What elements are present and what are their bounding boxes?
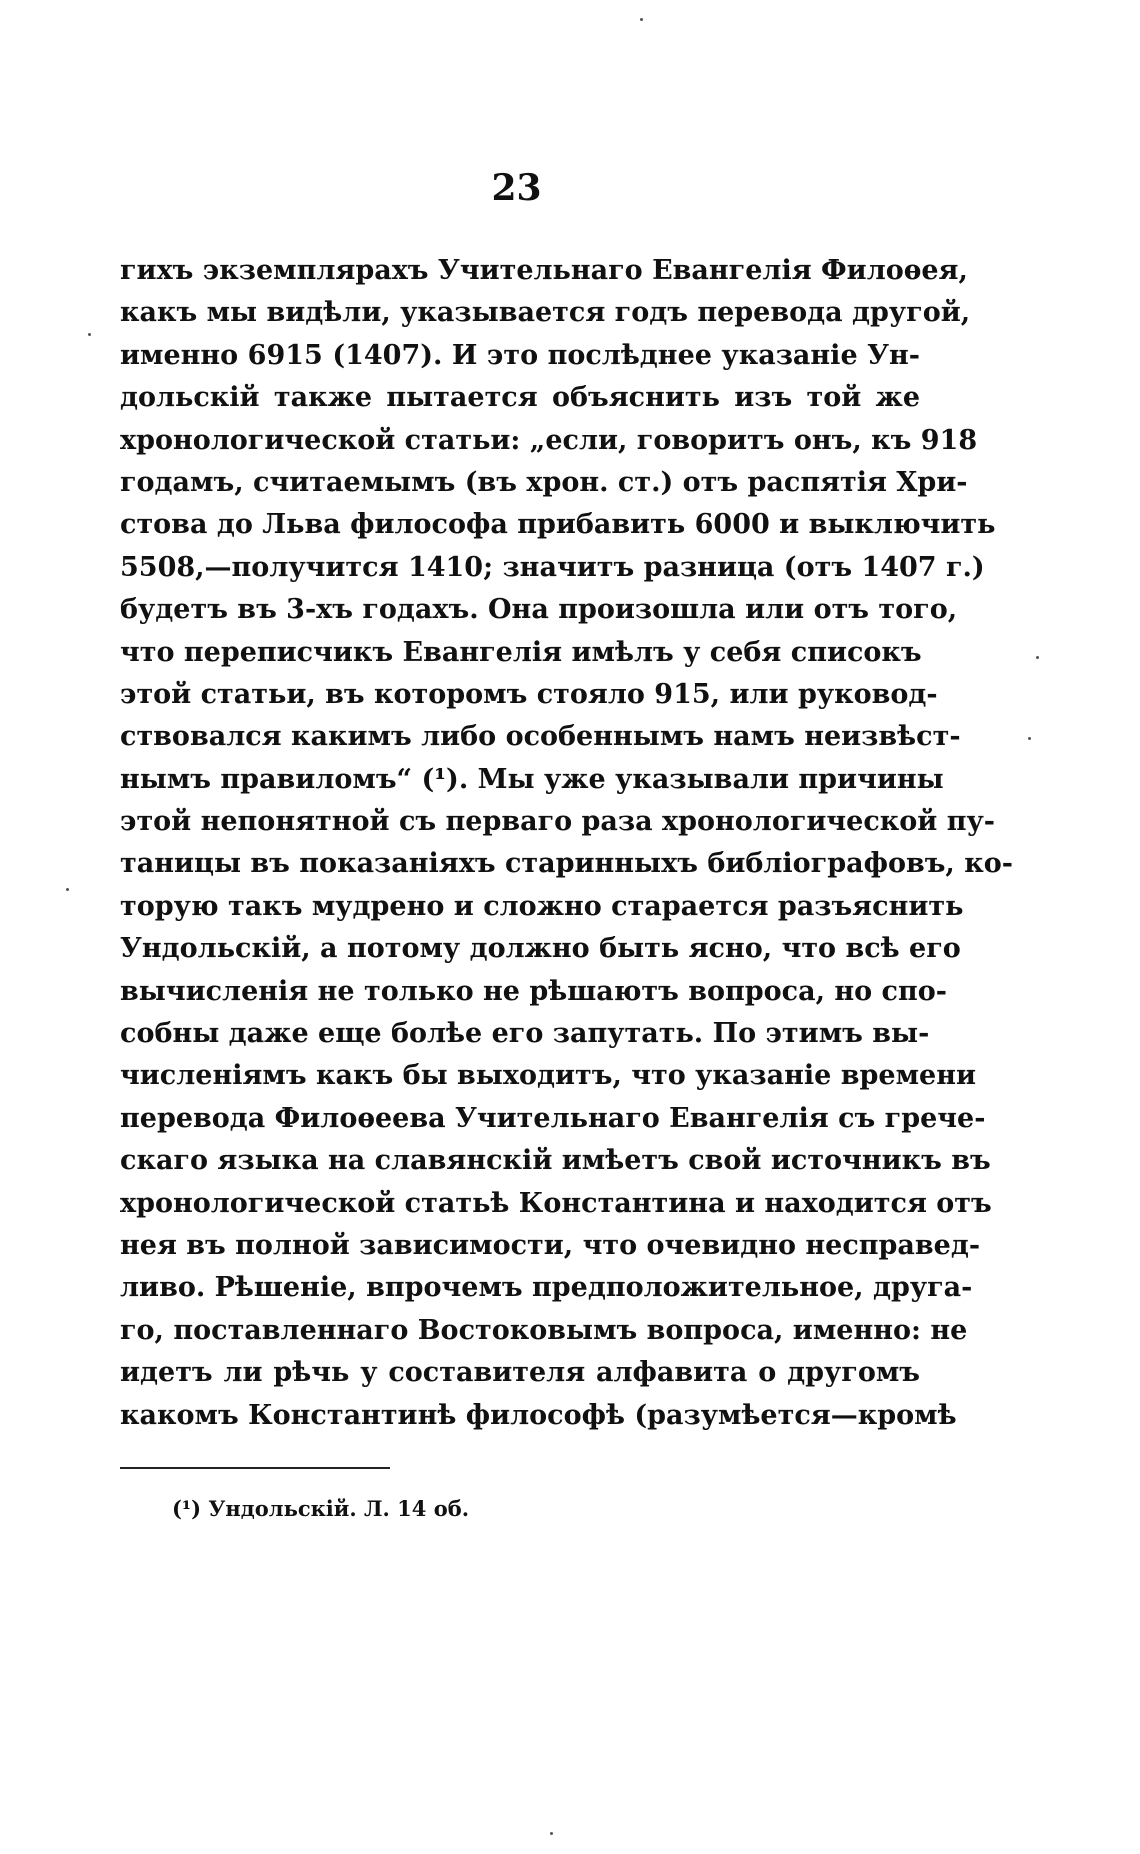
page-number: 23 [491, 167, 542, 209]
text-line: какомъ Константинѣ философѣ (разумѣется—кромѣ [120, 1399, 957, 1431]
text-line: торую такъ мудрено и сложно старается разъяснить [120, 890, 964, 922]
text-line: какъ мы видѣли, указывается годъ перевода другой, [120, 297, 971, 329]
text-line: го, поставленнаго Востоковымъ вопроса, именно: не [120, 1314, 968, 1346]
text-line: Ундольскій, а потому должно быть ясно, что всѣ его [120, 933, 961, 965]
text-line: вычисленія не только не рѣшаютъ вопроса, но спо- [120, 975, 947, 1007]
body-text [120, 250, 1013, 1437]
text-line: именно 6915 (1407). И это послѣднее указаніе Ун- [120, 339, 920, 371]
footnote-separator-rule [120, 1467, 390, 1469]
text-line: будетъ въ 3-хъ годахъ. Она произошла или отъ того, [120, 594, 958, 626]
scan-speck [66, 888, 69, 891]
text-line: хронологической статьи: „если, говоритъ онъ, къ 918 [120, 424, 978, 456]
text-line: 5508,—получится 1410; значитъ разница (отъ 1407 г.) [120, 551, 985, 583]
text-line: что переписчикъ Евангелія имѣлъ у себя списокъ [120, 636, 922, 668]
scan-speck [88, 333, 91, 336]
footnote: (¹) Ундольскій. Л. 14 об. [172, 1496, 470, 1521]
text-line: идетъ ли рѣчь у составителя алфавита о другомъ [120, 1357, 920, 1389]
scan-speck [550, 1832, 553, 1835]
text-line: гихъ экземплярахъ Учительнаго Евангелія Филоѳея, [120, 255, 968, 286]
text-line: дольскій также пытается объяснить изъ той же [120, 382, 920, 414]
text-line: этой статьи, въ которомъ стояло 915, или руковод- [120, 678, 938, 710]
text-line: стова до Льва философа прибавить 6000 и выключить [120, 509, 996, 541]
text-line: нымъ правиломъ“ (¹). Мы уже указывали причины [120, 763, 944, 795]
text-line: этой непонятной съ перваго раза хронологической пу- [120, 806, 995, 838]
text-line: годамъ, считаемымъ (въ хрон. ст.) отъ распятія Хри- [120, 466, 968, 498]
text-line: хронологической статьѣ Константина и находится отъ [120, 1187, 992, 1219]
scan-speck [1036, 656, 1039, 659]
text-line: ствовался какимъ либо особеннымъ намъ неизвѣст- [120, 721, 961, 753]
text-line: численіямъ какъ бы выходитъ, что указаніе времени [120, 1060, 976, 1092]
scan-speck [1028, 737, 1031, 740]
text-line: ливо. Рѣшеніе, впрочемъ предположительное, друга- [120, 1272, 973, 1304]
text-line: скаго языка на славянскій имѣетъ свой источникъ въ [120, 1145, 991, 1177]
text-line: перевода Филоѳеева Учительнаго Евангелія съ грече- [120, 1102, 986, 1134]
scan-speck [640, 18, 643, 21]
text-line: собны даже еще болѣе его запутать. По этимъ вы- [120, 1018, 930, 1050]
text-line: нея въ полной зависимости, что очевидно несправед- [120, 1229, 981, 1261]
text-line: таницы въ показаніяхъ старинныхъ библіографовъ, ко- [120, 848, 1013, 880]
